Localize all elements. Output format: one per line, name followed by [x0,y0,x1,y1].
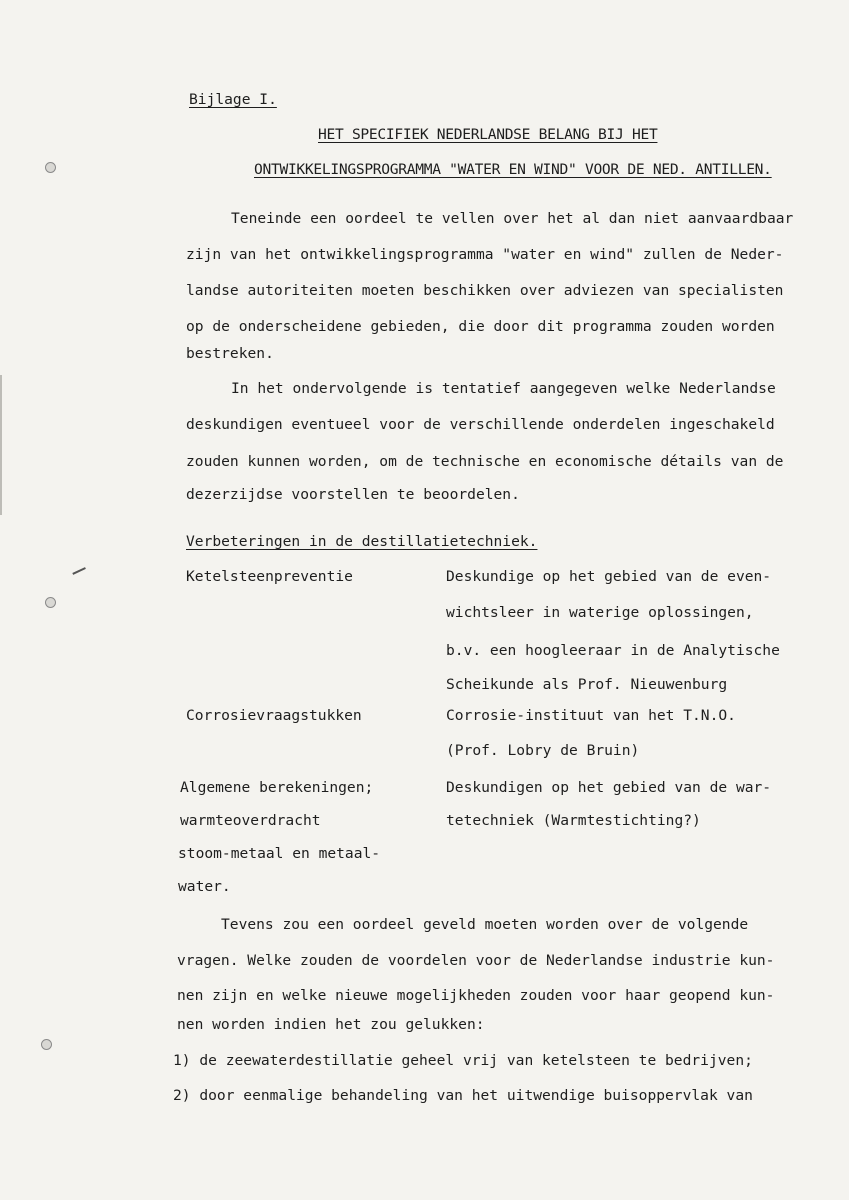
document-title-line-1: HET SPECIFIEK NEDERLANDSE BELANG BIJ HET [318,126,658,143]
annex-label: Bijlage I. [189,91,277,108]
paragraph-1-line: op de onderscheidene gebieden, die door dit programma zouden worden [186,318,775,335]
paragraph-2-line: dezerzijdse voorstellen te beoordelen. [186,486,520,503]
expert-line: Corrosie-instituut van het T.N.O. [446,707,736,724]
punch-hole-middle [45,597,56,608]
punch-hole-top [45,162,56,173]
paragraph-1-line: zijn van het ontwikkelingsprogramma "water en wind" zullen de Neder- [186,246,784,263]
paragraph-2-line: deskundigen eventueel voor de verschillende onderdelen ingeschakeld [186,416,775,433]
topic-label: water. [178,878,231,895]
paragraph-2-line: In het ondervolgende is tentatief aangegeven welke Nederlandse [231,380,776,397]
topic-label: warmteoverdracht [180,812,321,829]
list-item: 1) de zeewaterdestillatie geheel vrij van ketelsteen te bedrijven; [173,1052,753,1069]
document-title-line-2: ONTWIKKELINGSPROGRAMMA "WATER EN WIND" VOOR DE NED. ANTILLEN. [254,161,772,178]
topic-label: Ketelsteenpreventie [186,568,353,585]
expert-line: b.v. een hoogleeraar in de Analytische [446,642,780,659]
topic-label: Corrosievraagstukken [186,707,362,724]
list-item: 2) door eenmalige behandeling van het uitwendige buisoppervlak van [173,1087,753,1104]
expert-line: wichtsleer in waterige oplossingen, [446,604,754,621]
paragraph-3-line: nen zijn en welke nieuwe mogelijkheden zouden voor haar geopend kun- [177,987,775,1004]
expert-line: Deskundigen op het gebied van de war- [446,779,772,796]
paragraph-3-line: vragen. Welke zouden de voordelen voor de Nederlandse industrie kun- [177,952,775,969]
section-heading: Verbeteringen in de destillatietechniek. [186,533,538,550]
paragraph-1-line: Teneinde een oordeel te vellen over het al dan niet aanvaardbaar [231,210,794,227]
punch-hole-bottom [41,1039,52,1050]
paragraph-1-line: bestreken. [186,345,274,362]
topic-label: Algemene berekeningen; [180,779,374,796]
expert-line: Deskundige op het gebied van de even- [446,568,772,585]
paragraph-3-line: Tevens zou een oordeel geveld moeten worden over de volgende [221,916,749,933]
page-edge-mark [0,375,2,515]
expert-line: (Prof. Lobry de Bruin) [446,742,640,759]
paragraph-3-line: nen worden indien het zou gelukken: [177,1016,485,1033]
paragraph-1-line: landse autoriteiten moeten beschikken over adviezen van specialisten [186,282,784,299]
expert-line: tetechniek (Warmtestichting?) [446,812,701,829]
margin-mark [72,567,85,574]
expert-line: Scheikunde als Prof. Nieuwenburg [446,676,728,693]
topic-label: stoom-metaal en metaal- [178,845,381,862]
paragraph-2-line: zouden kunnen worden, om de technische en economische détails van de [186,453,784,470]
